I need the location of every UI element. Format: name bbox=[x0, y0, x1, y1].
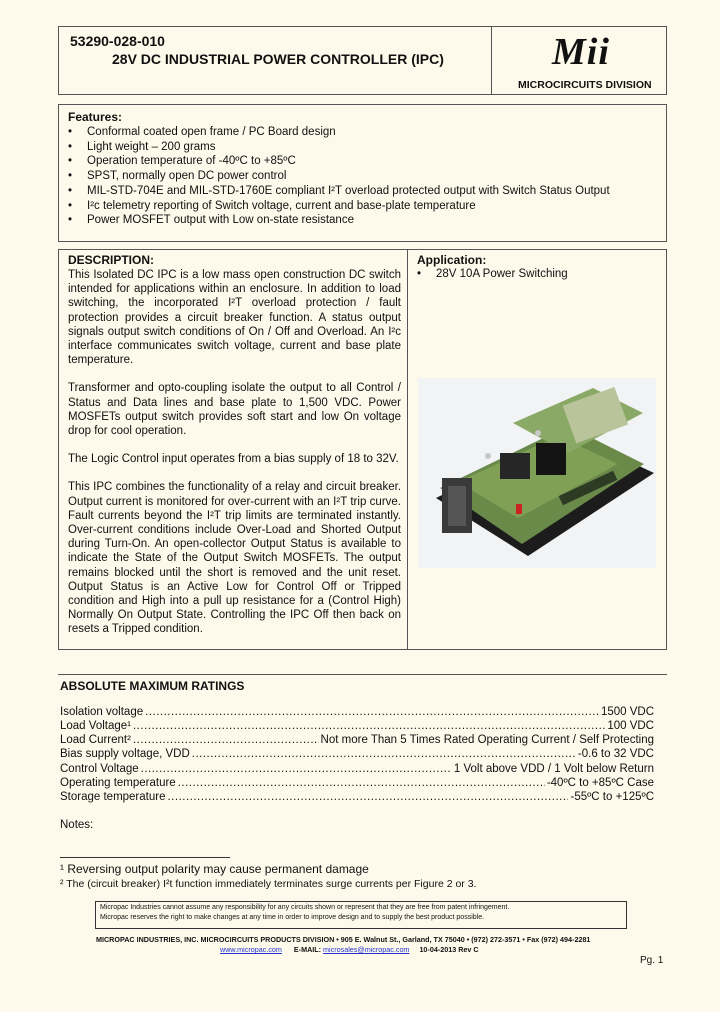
rating-label: Bias supply voltage, VDD bbox=[60, 748, 190, 760]
rating-label: Load Current² bbox=[60, 734, 131, 746]
footnote-divider bbox=[60, 857, 230, 858]
rating-label: Isolation voltage bbox=[60, 706, 144, 718]
application-heading: Application: bbox=[417, 253, 487, 267]
feature-item: • I²c telemetry reporting of Switch voltage, current and base-plate temperature bbox=[68, 199, 610, 214]
company-logo: Mii bbox=[552, 31, 610, 73]
feature-item: • Conformal coated open frame / PC Board design bbox=[68, 125, 610, 140]
contact-line bbox=[220, 945, 479, 954]
feature-item: • Light weight – 200 grams bbox=[68, 140, 610, 155]
website-link[interactable]: www.micropac.com bbox=[220, 945, 282, 954]
description-paragraph: The Logic Control input operates from a bias supply of 18 to 32V. bbox=[68, 453, 399, 466]
rating-row bbox=[60, 706, 654, 720]
ratings-heading: ABSOLUTE MAXIMUM RATINGS bbox=[60, 679, 245, 693]
rating-value: 1 Volt above VDD / 1 Volt below Return bbox=[453, 763, 654, 775]
product-photo bbox=[418, 378, 656, 568]
application-item: • 28V 10A Power Switching bbox=[417, 268, 568, 280]
part-number: 53290-028-010 bbox=[70, 33, 165, 49]
division-name: MICROCIRCUITS DIVISION bbox=[518, 79, 652, 91]
footnote: ¹ Reversing output polarity may cause permanent damage bbox=[60, 862, 369, 876]
company-address: MICROPAC INDUSTRIES, INC. MICROCIRCUITS PRODUCTS DIVISION • 905 E. Walnut St., Garland, TX 75040 • (972) 272-3571 • Fax (972) 494-2281 bbox=[96, 935, 591, 944]
features-heading: Features: bbox=[68, 110, 123, 124]
rating-row bbox=[60, 777, 654, 791]
rating-value: -40ºC to +85ºC Case bbox=[546, 777, 654, 789]
feature-item: • Operation temperature of -40ºC to +85ºC bbox=[68, 154, 610, 169]
rating-row bbox=[60, 748, 654, 762]
rating-value: -55ºC to +125ºC bbox=[570, 791, 654, 803]
feature-item: • MIL-STD-704E and MIL-STD-1760E compliant I²T overload protected output with Switch Status Output bbox=[68, 184, 610, 199]
date-revision: 10-04-2013 Rev C bbox=[419, 945, 479, 954]
description-paragraph: Transformer and opto-coupling isolate the output to all Control / Status and Data lines and base plate to 1,500 VDC. Power MOSFETs output switch provides soft start and low On voltage drop for cool operation. bbox=[68, 382, 401, 438]
rating-row bbox=[60, 720, 654, 734]
rating-value: 1500 VDC bbox=[600, 706, 654, 718]
rating-row bbox=[60, 791, 654, 805]
disclaimer-line: Micropac reserves the right to make changes at any time in order to improve design and to supply the best product possible. bbox=[100, 914, 485, 921]
description-text bbox=[68, 268, 401, 651]
rating-value: -0.6 to 32 VDC bbox=[577, 748, 654, 760]
feature-item: • Power MOSFET output with Low on-state resistance bbox=[68, 213, 610, 228]
rating-value: 100 VDC bbox=[607, 720, 654, 732]
rating-row bbox=[60, 734, 654, 748]
footnote: ² The (circuit breaker) I²t function immediately terminates surge currents per Figure 2 or 3. bbox=[60, 878, 477, 890]
description-heading: DESCRIPTION: bbox=[68, 253, 155, 267]
product-photo-drawing bbox=[418, 378, 656, 568]
feature-item: • SPST, normally open DC power control bbox=[68, 169, 610, 184]
page-number: Pg. 1 bbox=[640, 955, 664, 966]
description-paragraph: This IPC combines the functionality of a relay and circuit breaker. Output current is monitored for over-current with an I²T trip curve. Fault currents beyond the I²T trip limits are terminated instantly. Over-current conditions include Over-Load and Shorted Output during Turn-On. An open-collector Output Status is available to indicate the State of the Output Switch MOSFETs. The output remains blocked until the short is removed and the unit reset. Output Status is an Active Low for Control Off or Tripped condition and High into a pull up resistance for a (Control High) Normally On Output State. Controlling the IPC Off then back on resets a Tripped condition. bbox=[68, 481, 401, 636]
email-label: E-MAIL: bbox=[293, 945, 322, 954]
rating-label: Control Voltage bbox=[60, 763, 139, 775]
features-list bbox=[68, 125, 610, 228]
email-link[interactable]: microsales@micropac.com bbox=[323, 945, 410, 954]
description-paragraph: This Isolated DC IPC is a low mass open construction DC switch intended for applications within an enclosure. In addition to load switching, the incorporated I²T overload protection / fault protection provides a circuit breaker function. A status output signals output switch conditions of On / Off and Overload. An I²c interface communicates switch voltage, current and base plate temperature. bbox=[68, 269, 401, 367]
document-title: 28V DC INDUSTRIAL POWER CONTROLLER (IPC) bbox=[112, 51, 444, 67]
rating-label: Load Voltage¹ bbox=[60, 720, 131, 732]
rating-label: Storage temperature bbox=[60, 791, 166, 803]
notes-label: Notes: bbox=[60, 819, 94, 831]
section-divider bbox=[58, 674, 667, 675]
rating-value: Not more Than 5 Times Rated Operating Current / Self Protecting bbox=[320, 734, 654, 746]
rating-label: Operating temperature bbox=[60, 777, 176, 789]
disclaimer-line: Micropac Industries cannot assume any responsibility for any circuits shown or represent that they are free from patent infringement. bbox=[100, 904, 510, 911]
rating-row bbox=[60, 763, 654, 777]
